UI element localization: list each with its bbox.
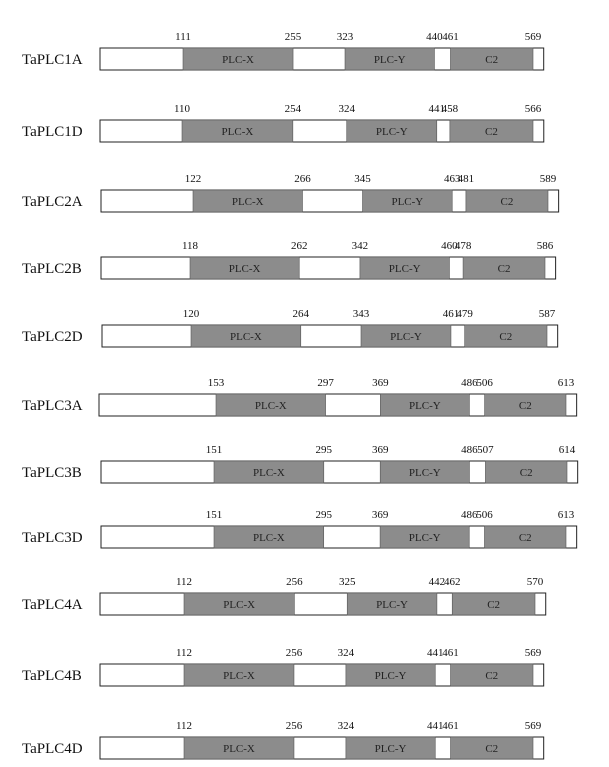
domain-start-position: 506 bbox=[476, 509, 493, 521]
domain-end-position: 569 bbox=[524, 31, 542, 43]
domain-label: C2 bbox=[485, 743, 499, 755]
protein-row bbox=[22, 647, 544, 686]
domain-start-position: 112 bbox=[175, 576, 193, 588]
domain-end-position: 441 bbox=[428, 103, 446, 115]
protein-row bbox=[22, 240, 556, 279]
domain-label: PLC-X bbox=[221, 126, 254, 138]
domain-label: C2 bbox=[499, 331, 513, 343]
domain-start-position: 112 bbox=[175, 647, 193, 659]
domain-label: C2 bbox=[519, 467, 533, 479]
domain-start-position: 458 bbox=[441, 103, 459, 115]
domain-start-position: 369 bbox=[372, 377, 389, 389]
domain-start-position: 323 bbox=[336, 31, 354, 43]
domain-end-position: 586 bbox=[536, 240, 554, 252]
domain-end-position: 256 bbox=[285, 720, 303, 732]
protein-row bbox=[22, 377, 577, 416]
domain-start-position: 151 bbox=[205, 444, 223, 456]
protein-row bbox=[22, 31, 544, 70]
domain-end-position: 613 bbox=[557, 509, 575, 521]
domain-start-position: 324 bbox=[338, 103, 355, 115]
protein-row bbox=[22, 308, 558, 347]
protein-name: TaPLC4A bbox=[22, 597, 83, 613]
protein-name: TaPLC4B bbox=[22, 668, 82, 684]
domain-label: C2 bbox=[500, 196, 514, 208]
domain-end-position: 266 bbox=[294, 173, 311, 185]
domain-end-position: 297 bbox=[317, 377, 334, 389]
domain-start-position: 325 bbox=[338, 576, 356, 588]
protein-name: TaPLC3B bbox=[22, 465, 82, 481]
domain-end-position: 254 bbox=[284, 103, 302, 115]
domain-label: PLC-Y bbox=[408, 467, 441, 479]
domain-label: PLC-Y bbox=[374, 743, 407, 755]
domain-label: C2 bbox=[487, 599, 501, 611]
domain-end-position: 461 bbox=[442, 308, 460, 320]
domain-label: C2 bbox=[485, 126, 498, 138]
domain-end-position: 614 bbox=[558, 444, 576, 456]
protein-row bbox=[22, 103, 544, 142]
domain-start-position: 461 bbox=[442, 647, 459, 659]
domain-label: PLC-X bbox=[228, 263, 261, 275]
domain-end-position: 569 bbox=[524, 647, 542, 659]
domain-label: PLC-Y bbox=[408, 400, 441, 412]
domain-label: PLC-Y bbox=[375, 126, 408, 138]
domain-label: PLC-Y bbox=[390, 331, 422, 343]
domain-label: C2 bbox=[518, 532, 532, 544]
domain-label: C2 bbox=[485, 670, 499, 682]
domain-end-position: 486 bbox=[461, 444, 478, 456]
domain-end-position: 570 bbox=[526, 576, 544, 588]
domain-start-position: 151 bbox=[205, 509, 223, 521]
domain-start-position: 324 bbox=[337, 720, 355, 732]
domain-label: PLC-X bbox=[253, 467, 285, 479]
protein-name: TaPLC2B bbox=[22, 261, 82, 277]
domain-start-position: 369 bbox=[371, 509, 389, 521]
domain-end-position: 569 bbox=[524, 720, 542, 732]
protein-row bbox=[22, 444, 578, 483]
domain-start-position: 461 bbox=[442, 720, 459, 732]
domain-start-position: 111 bbox=[175, 31, 191, 43]
domain-start-position: 461 bbox=[442, 31, 459, 43]
domain-start-position: 122 bbox=[184, 173, 202, 185]
domain-start-position: 342 bbox=[351, 240, 369, 252]
domain-end-position: 264 bbox=[292, 308, 310, 320]
domain-label: PLC-Y bbox=[391, 196, 424, 208]
protein-row bbox=[22, 173, 559, 212]
domain-start-position: 120 bbox=[182, 308, 200, 320]
domain-start-position: 153 bbox=[207, 377, 225, 389]
domain-label: PLC-X bbox=[254, 400, 287, 412]
domain-label: PLC-X bbox=[223, 670, 255, 682]
domain-label: PLC-X bbox=[223, 743, 255, 755]
domain-start-position: 324 bbox=[337, 647, 355, 659]
protein-name: TaPLC2D bbox=[22, 329, 83, 345]
domain-label: PLC-Y bbox=[376, 599, 408, 611]
domain-start-position: 345 bbox=[354, 173, 371, 185]
domain-start-position: 479 bbox=[456, 308, 473, 320]
domain-end-position: 463 bbox=[443, 173, 461, 185]
protein-row bbox=[22, 509, 577, 548]
domain-end-position: 255 bbox=[284, 31, 302, 43]
domain-start-position: 110 bbox=[173, 103, 191, 115]
protein-name: TaPLC1D bbox=[22, 124, 83, 140]
domain-start-position: 481 bbox=[457, 173, 475, 185]
domain-label: PLC-Y bbox=[373, 54, 406, 66]
protein-row bbox=[22, 720, 544, 759]
domain-end-position: 256 bbox=[285, 647, 303, 659]
domain-start-position: 369 bbox=[371, 444, 389, 456]
protein-name: TaPLC3D bbox=[22, 530, 83, 546]
domain-label: PLC-Y bbox=[388, 263, 421, 275]
domain-end-position: 587 bbox=[538, 308, 556, 320]
protein-name: TaPLC1A bbox=[22, 52, 83, 68]
domain-end-position: 486 bbox=[461, 377, 478, 389]
domain-end-position: 256 bbox=[286, 576, 303, 588]
domain-start-position: 462 bbox=[443, 576, 461, 588]
domain-label: PLC-Y bbox=[408, 532, 441, 544]
domain-label: PLC-X bbox=[222, 54, 254, 66]
domain-label: PLC-Y bbox=[374, 670, 407, 682]
domain-end-position: 295 bbox=[315, 509, 332, 521]
domain-end-position: 262 bbox=[290, 240, 308, 252]
domain-end-position: 441 bbox=[426, 720, 444, 732]
domain-start-position: 343 bbox=[352, 308, 370, 320]
domain-label: PLC-X bbox=[223, 599, 256, 611]
domain-label: PLC-X bbox=[229, 331, 262, 343]
domain-end-position: 440 bbox=[426, 31, 443, 43]
domain-end-position: 589 bbox=[539, 173, 557, 185]
domain-end-position: 295 bbox=[315, 444, 333, 456]
domain-label: PLC-X bbox=[252, 532, 285, 544]
domain-start-position: 478 bbox=[454, 240, 472, 252]
domain-end-position: 486 bbox=[460, 509, 478, 521]
domain-start-position: 506 bbox=[476, 377, 493, 389]
domain-label: PLC-X bbox=[231, 196, 264, 208]
domain-start-position: 507 bbox=[477, 444, 494, 456]
domain-end-position: 460 bbox=[441, 240, 458, 252]
domain-label: C2 bbox=[518, 400, 532, 412]
protein-name: TaPLC2A bbox=[22, 194, 83, 210]
domain-end-position: 613 bbox=[557, 377, 575, 389]
domain-label: C2 bbox=[485, 54, 499, 66]
domain-end-position: 442 bbox=[428, 576, 446, 588]
protein-name: TaPLC4D bbox=[22, 741, 83, 757]
domain-end-position: 566 bbox=[524, 103, 542, 115]
protein-name: TaPLC3A bbox=[22, 398, 83, 414]
domain-label: C2 bbox=[497, 263, 511, 275]
domain-start-position: 118 bbox=[181, 240, 199, 252]
protein-row bbox=[22, 576, 546, 615]
domain-start-position: 112 bbox=[175, 720, 193, 732]
domain-end-position: 441 bbox=[426, 647, 444, 659]
